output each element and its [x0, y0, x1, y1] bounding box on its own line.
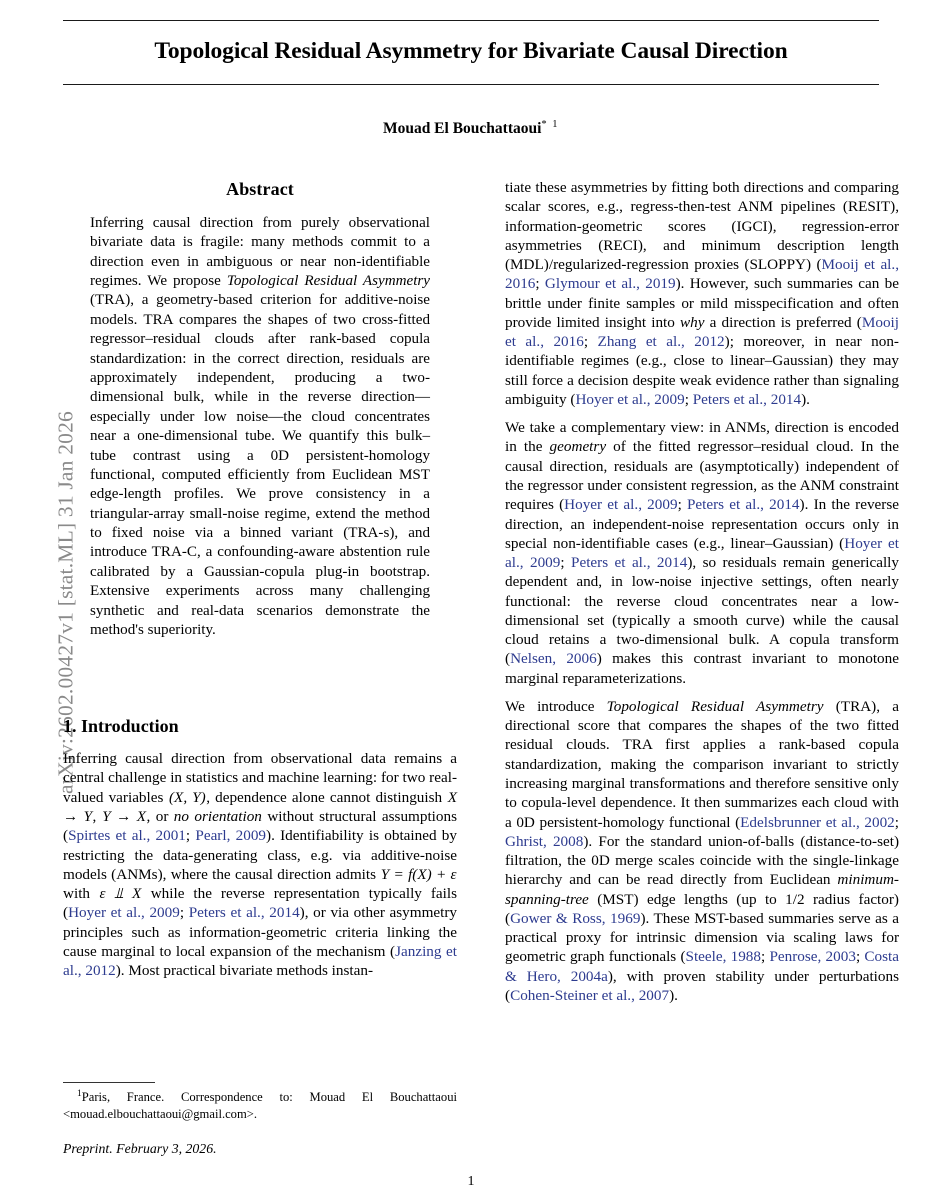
par-seg: ;	[179, 904, 189, 922]
citation-link[interactable]: Nelsen, 2006	[510, 650, 597, 668]
section-heading-introduction: 1. Introduction	[63, 716, 179, 737]
italic-why: why	[680, 313, 705, 331]
page-number: 1	[467, 1174, 475, 1189]
citation-link[interactable]: Peters et al., 2014	[686, 496, 800, 514]
math-inline-half: 1/2	[785, 890, 805, 908]
math-inline-independence: ε ⫫ X	[99, 885, 142, 903]
par-seg: We take a complementary view: in ANMs, direction is encoded in the	[505, 419, 899, 456]
par-seg: ). For the standard union-of-balls (distance-to-set) filtration, the 0D merge scales coincide with the single-linkage hierarchy and can be read directly from Euclidean	[505, 832, 899, 889]
par-seg: ;	[185, 827, 196, 845]
par-seg: (TRA), a directional score that compares the shapes of the two fitted residual clouds. TRA first applies a rank-based copula standardization, making the comparison invariant to strictly increasing marginal transformations and therefore sensitive only to copula-level dependence. It then summarizes each cloud with a 0D persistent-homology functional (	[505, 697, 899, 831]
abstract-text-part2: (TRA), a geometry-based criterion for additive-noise models. TRA compares the shapes of two cross-fitted regressor–residual clouds after rank-based copula standardization: in the correct direction, residuals are approximately independent, producing a two-dimensional bulk, while in the reverse direction—especially under low noise—the cloud concentrates near a one-dimensional tube. We quantify this bulk–tube contrast using a 0D persistent-homology functional, computed efficiently from Euclidean MST edge-length profiles. We prove consistency in a triangular-array small-noise regime, extend the method to fixed noise via a binned variant (TRA-s), and introduce TRA-C, a confounding-aware abstention rule calibrated by a Gaussian-copula plug-in bootstrap. Extensive experiments across many challenging synthetic and real-data scenarios demonstrate the method's superiority.	[90, 292, 430, 639]
intro-paragraph-1	[63, 749, 457, 980]
author-line	[63, 119, 879, 138]
footnote-text	[63, 1088, 457, 1122]
citation-link[interactable]: Ghrist, 2008	[505, 832, 584, 850]
citation-link[interactable]: Hoyer et al., 2009	[505, 534, 900, 572]
par-seg: ). In the reverse direction, an independent-noise representation occurs only in special non-identifiable cases (e.g., linear–Gaussian) (	[505, 496, 899, 552]
citation-link[interactable]: Cohen-Steiner et al., 2007	[510, 986, 670, 1004]
preprint-notice: Preprint. February 3, 2026.	[63, 1141, 217, 1156]
par-seg: ;	[894, 813, 899, 831]
citation-link[interactable]: Penrose, 2003	[769, 948, 856, 966]
citation-link[interactable]: Edelsbrunner et al., 2002	[740, 813, 895, 831]
right-column	[505, 178, 899, 1014]
citation-link[interactable]: Glymour et al., 2019	[544, 275, 676, 293]
math-inline-y-to-x: Y → X	[102, 808, 147, 826]
par-seg: , dependence alone cannot distinguish	[206, 788, 448, 806]
par-seg: a direction is preferred (	[704, 313, 862, 331]
citation-link[interactable]: Hoyer et al., 2009	[564, 496, 678, 514]
par-seg: ), with proven stability under perturbations (	[505, 967, 899, 1004]
italic-geometry: geometry	[549, 438, 607, 456]
italic-tra-term: Topological Residual Asymmetry	[606, 697, 824, 715]
par-seg: without structural assumptions (	[63, 808, 458, 845]
citation-link[interactable]: Peters et al., 2014	[188, 904, 300, 922]
author-footnote-marks: * 1	[541, 119, 560, 130]
par-seg: ;	[855, 948, 865, 966]
par-seg: ;	[535, 275, 545, 293]
par-seg: ;	[677, 496, 687, 514]
arxiv-identifier-stamp: arXiv:2602.00427v1 [stat.ML] 31 Jan 2026	[53, 411, 78, 795]
citation-link[interactable]: Mooij et al., 2016	[505, 313, 899, 351]
abstract-italic-term: Topological Residual Asymmetry	[226, 272, 430, 289]
par-seg: ;	[583, 333, 598, 351]
par-seg: Inferring causal direction from observational data remains a central challenge in statistics and machine learning: for two real-valued variables	[63, 750, 457, 806]
par-seg: tiate these asymmetries by fitting both directions and comparing scalar scores, e.g., regress-then-test ANM pipelines (RESIT), information-geometric scores (IGCI), regression-error asymmetries (RECI), and minimum description length (MDL)/regularized-regression proxies (SLOPPY) (	[505, 179, 899, 274]
italic-no-orientation: no orientation	[173, 808, 262, 826]
footnote-block	[63, 1082, 457, 1122]
right-paragraph-3	[505, 697, 899, 1005]
par-seg: ); moreover, in near non-identifiable regimes (e.g., close to linear–Gaussian) they may still force a decision despite weak evidence rather than signaling ambiguity (	[505, 333, 899, 408]
math-inline-x-to-y: X → Y	[63, 788, 457, 826]
citation-link[interactable]: Peters et al., 2014	[692, 390, 802, 408]
abstract-heading: Abstract	[226, 179, 294, 199]
title-rule-top	[63, 20, 879, 21]
abstract-text-part1: Inferring causal direction from purely observational bivariate data is fragile: many methods commit to a direction even in ambiguous or near non-identifiable regimes. We propose	[90, 214, 430, 289]
footnote-affiliation-text: Paris, France. Correspondence to: Mouad El Bouchattaoui <mouad.elbouchattaoui@gmail.com>.	[63, 1090, 457, 1121]
italic-mst-term: minimum-spanning-tree	[505, 871, 899, 908]
par-seg: ).	[801, 390, 810, 408]
citation-link[interactable]: Mooij et al., 2016	[505, 256, 899, 293]
introduction-section	[63, 715, 457, 980]
par-seg: We introduce	[505, 697, 607, 715]
par-seg: ) makes this contrast invariant to monotone marginal reparameterizations.	[505, 650, 899, 687]
par-seg: ;	[684, 390, 693, 408]
right-paragraph-2	[505, 418, 899, 688]
par-seg: ). However, such summaries can be brittle under finite samples or mild misspecification and often provide limited insight into	[505, 275, 899, 331]
citation-link[interactable]: Costa & Hero, 2004a	[505, 948, 899, 985]
right-paragraph-1	[505, 178, 899, 409]
citation-link[interactable]: Steele, 1988	[685, 948, 761, 966]
author-name: Mouad El Bouchattaoui	[382, 120, 542, 138]
par-seg: ).	[669, 986, 678, 1004]
footnote-marker: 1	[77, 1089, 82, 1099]
citation-link[interactable]: Zhang et al., 2012	[597, 333, 725, 351]
par-seg: with	[63, 885, 99, 903]
citation-link[interactable]: Spirtes et al., 2001	[68, 827, 186, 845]
title-block	[63, 20, 879, 85]
par-seg: radius factor) (	[505, 890, 899, 927]
citation-link[interactable]: Pearl, 2009	[195, 827, 267, 845]
par-seg: ;	[761, 948, 770, 966]
left-column	[63, 178, 457, 989]
par-seg: ). Identifiability is obtained by restricting the data-generating class, e.g. via additive-noise models (ANMs), where the causal direction admits	[63, 827, 457, 883]
par-seg: ), or via other asymmetry principles such as information-geometric criteria linking the cause marginal to local expansion of the mechanism (	[63, 904, 458, 960]
par-seg: ). These MST-based summaries serve as a practical proxy for intrinsic dimension via scaling laws for geometric graph functionals (	[505, 909, 899, 966]
footnote-rule	[63, 1082, 155, 1083]
par-seg: , or	[146, 808, 174, 826]
citation-link[interactable]: Hoyer et al., 2009	[68, 904, 180, 922]
citation-link[interactable]: Gower & Ross, 1969	[510, 909, 641, 927]
par-seg: ;	[560, 554, 572, 572]
par-seg: (MST) edge lengths (up to	[588, 890, 786, 908]
page-title: Topological Residual Asymmetry for Bivariate Causal Direction	[154, 38, 788, 64]
citation-link[interactable]: Janzing et al., 2012	[63, 942, 457, 980]
citation-link[interactable]: Peters et al., 2014	[571, 554, 688, 572]
par-seg: ). Most practical bivariate methods instan-	[115, 962, 374, 980]
par-seg: while the reverse representation typically fails (	[63, 885, 457, 922]
par-seg: ,	[92, 808, 102, 826]
math-inline-xy: (X, Y)	[169, 788, 206, 806]
abstract-body	[63, 214, 457, 641]
citation-link[interactable]: Hoyer et al., 2009	[575, 390, 685, 408]
math-inline-anm-equation: Y = f(X) + ε	[380, 865, 457, 883]
par-seg: of the fitted regressor–residual cloud. In the causal direction, residuals are (asymptotically) independent of the regressor under consistent regression, as the ANM constraint requires (	[505, 438, 899, 514]
par-seg: ), so residuals remain generically dependent and, in low-noise injective settings, often nearly functional: the reverse cloud concentrates near a low-dimensional set (typically a smooth curve) while the causal cloud retains a two-dimensional bulk. A copula transform (	[505, 554, 899, 668]
title-rule-bottom	[63, 84, 879, 85]
